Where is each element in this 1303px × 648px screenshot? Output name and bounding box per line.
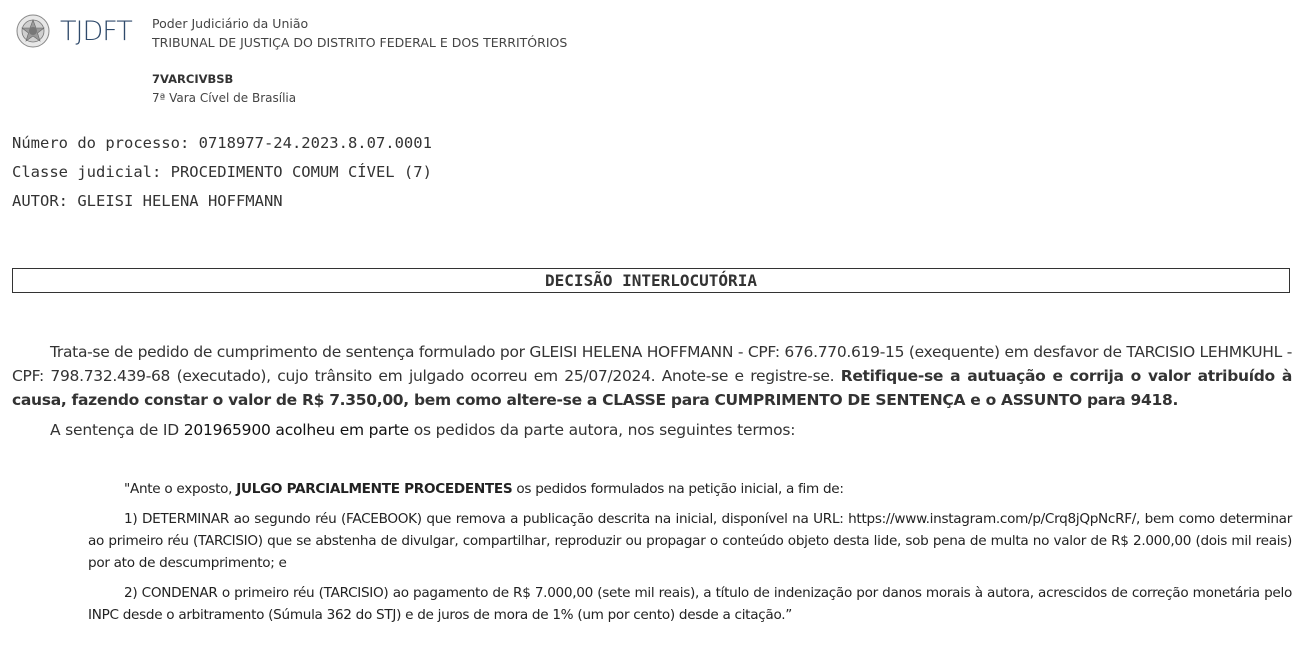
- unit-name: 7ª Vara Cível de Brasília: [152, 91, 297, 105]
- paragraph-2-text-a: A sentença de ID: [50, 421, 184, 439]
- case-metadata: [12, 133, 432, 220]
- acolheu-em-parte: acolheu em parte: [275, 421, 409, 439]
- quote-item-2: 2) CONDENAR o primeiro réu (TARCISIO) ao pagamento de R$ 7.000,00 (sete mil reais), a título de indenização por danos morais à autora, acrescidos de correção monetária pelo INPC desde o arbitramento (Súmula 362 do STJ) e de juros de mora de 1% (um por cento) desde a citação.”: [88, 585, 1292, 623]
- case-author: AUTOR: GLEISI HELENA HOFFMANN: [12, 192, 283, 210]
- org-name: Poder Judiciário da União: [152, 16, 309, 31]
- decision-body: [12, 340, 1292, 442]
- quote-item-1: 1) DETERMINAR ao segundo réu (FACEBOOK) que remova a publicação descrita na inicial, disponível na URL: https://www.instagram.com/p/Crq8jQpNcRF/, bem como determinar ao primeiro réu (TARCISIO) que se abstenha de divulgar, compartilhar, reproduzir ou propagar o conteúdo objeto desta lide, sob pena de multa no valor de R$ 2.000,00 (dois mil reais) por ato de descumprimento; e: [88, 511, 1292, 571]
- paragraph-2-text-d: os pedidos da parte autora, nos seguintes termos:: [409, 421, 796, 439]
- document-header: [14, 12, 1294, 112]
- unit-code: 7VARCIVBSB: [152, 72, 234, 86]
- paragraph-2: [12, 418, 1292, 442]
- quote-intro: [88, 478, 1292, 500]
- paragraph-1-bold: Retifique-se a autuação e corrija o valor atribuído à causa, fazendo constar o valor de R$ 7.350,00, bem como altere-se a CLASSE para CUMPRIMENTO DE SENTENÇA e o ASSUNTO para 9418.: [12, 367, 1292, 409]
- quote-intro-b: os pedidos formulados na petição inicial, a fim de:: [512, 481, 844, 497]
- quote-intro-bold: JULGO PARCIALMENTE PROCEDENTES: [236, 481, 513, 497]
- court-name: TRIBUNAL DE JUSTIÇA DO DISTRITO FEDERAL E DOS TERRITÓRIOS: [152, 35, 568, 50]
- document-title: DECISÃO INTERLOCUTÓRIA: [12, 268, 1290, 293]
- coat-of-arms-icon: [16, 14, 50, 48]
- paragraph-1-text: Trata-se de pedido de cumprimento de sentença formulado por GLEISI HELENA HOFFMANN - CPF: 676.770.619-15 (exequente) em desfavor de TARCISIO LEHMKUHL - CPF: 798.732.439-68 (executado), cujo trânsito em julgado ocorreu em 25/07/2024. Anote-se e registre-se.: [12, 343, 1292, 385]
- quote-intro-a: "Ante o exposto,: [124, 481, 237, 497]
- paragraph-1: [12, 340, 1292, 412]
- case-number: Número do processo: 0718977-24.2023.8.07.0001: [12, 134, 432, 152]
- case-class: Classe judicial: PROCEDIMENTO COMUM CÍVEL (7): [12, 163, 432, 181]
- sentence-id: 201965900: [183, 421, 271, 439]
- tjdft-logo: TJDFT: [60, 16, 132, 47]
- sentence-quote: [88, 478, 1292, 626]
